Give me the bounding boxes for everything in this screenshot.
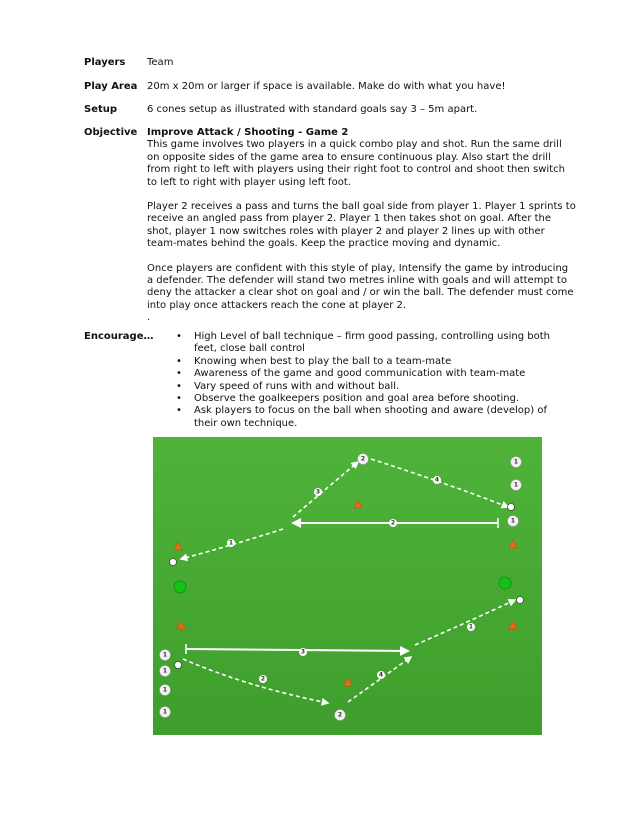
setup-value: 6 cones setup as illustrated with standard goals say 3 – 5m apart. [147, 104, 478, 115]
pass-label: 1 [228, 539, 234, 547]
objective-heading: Improve Attack / Shooting - Game 2 [147, 127, 349, 138]
encourage-item: • Vary speed of runs with and without ball. [176, 381, 566, 393]
objective-paragraph-1: This game involves two players in a quick combo play and shot. Run the same drill on opposite sides of the game area to ensure continuous play. Also start the drill from right to left with players using their right foot to control and shoot then switch to left to right with player using left foot. [147, 139, 565, 188]
pitch-surface [153, 437, 542, 735]
right-goal [499, 577, 511, 589]
encourage-item: • Awareness of the game and good communication with team-mate [176, 368, 566, 380]
setup-label: Setup [84, 104, 118, 115]
pass-label: 3 [315, 488, 321, 496]
player-number: 1 [513, 481, 519, 489]
pass-label: 4 [378, 671, 384, 679]
player-number: 2 [360, 455, 366, 463]
ball [508, 504, 515, 511]
objective-paragraph-3: Once players are confident with this style of play, Intensify the game by introducing a defender. The defender will stand two metres inline with goals and will attempt to deny the attacker a clear shot on goal and / or win the ball. The defender must come into play once attackers reach the cone at player 2. [147, 262, 574, 311]
play-area-value: 20m x 20m or larger if space is available. Make do with what you have! [147, 81, 506, 92]
player-number: 2 [337, 711, 343, 719]
encourage-item: • High Level of ball technique – firm good passing, controlling using both feet, close ball control [176, 331, 566, 356]
players-label: Players [84, 57, 126, 68]
encourage-item: • Observe the goalkeepers position and goal area before shooting. [176, 393, 566, 405]
pass-label: 2 [260, 675, 266, 683]
encourage-label: Encourage… [84, 331, 154, 342]
ball [175, 662, 182, 669]
player-number: 1 [510, 517, 516, 525]
encourage-item: • Ask players to focus on the ball when shooting and aware (develop) of their own technique. [176, 405, 566, 430]
player-number: 1 [162, 708, 168, 716]
players-value: Team [147, 57, 174, 68]
encourage-list [176, 331, 566, 430]
objective-body [147, 127, 577, 325]
encourage-list-wrap [176, 331, 566, 430]
encourage-item: • Knowing when best to play the ball to a team-mate [176, 356, 566, 368]
drill-diagram [153, 437, 542, 735]
objective-label: Objective [84, 127, 138, 138]
ball [517, 597, 524, 604]
player-number: 1 [162, 686, 168, 694]
pass-label: 1 [468, 623, 474, 631]
player-number: 1 [162, 667, 168, 675]
pass-label: 2 [390, 519, 396, 527]
left-goal [174, 581, 186, 593]
objective-paragraph-2: Player 2 receives a pass and turns the ball goal side from player 1. Player 1 sprints to receive an angled pass from player 2. Player 1 then takes shot on goal. After the shot, player 1 now switches roles with player 2 and player 2 lines up with other team-mates behind the goals. Keep the practice moving and dynamic. [147, 201, 576, 250]
ball [170, 559, 177, 566]
objective-paragraph-4: . [147, 312, 151, 324]
play-area-label: Play Area [84, 81, 138, 92]
player-number: 1 [162, 651, 168, 659]
pass-label: 3 [300, 648, 306, 656]
player-number: 1 [513, 458, 519, 466]
pass-label: 4 [434, 476, 440, 484]
